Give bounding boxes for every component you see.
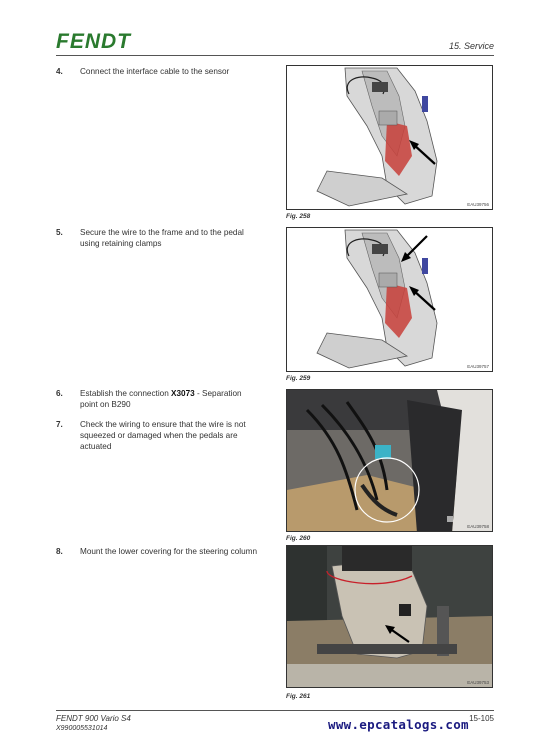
step-text-part: Establish the connection xyxy=(80,389,172,398)
step-number: 7. xyxy=(56,420,63,429)
watermark: www.epcatalogs.com xyxy=(328,717,469,732)
step-number: 8. xyxy=(56,547,63,556)
connector-id: X3073 xyxy=(171,389,195,398)
wiring-photo xyxy=(287,390,493,532)
header-divider xyxy=(56,55,494,56)
page-number: 15-105 xyxy=(469,714,494,723)
figure-258 xyxy=(286,65,493,210)
figure-259 xyxy=(286,227,493,372)
footer-divider xyxy=(56,710,494,711)
figure-caption: Fig. 261 xyxy=(286,693,311,700)
pedal-sensor-illustration xyxy=(287,66,493,210)
figure-code: EAU39758 xyxy=(467,524,489,529)
figure-caption: Fig. 258 xyxy=(286,213,311,220)
fendt-logo xyxy=(56,30,160,52)
section-title: 15. Service xyxy=(448,41,494,51)
step-number: 6. xyxy=(56,389,63,398)
step-text-part: - Separation point on B290 xyxy=(80,389,242,409)
step-text: Connect the interface cable to the sensor xyxy=(80,67,230,76)
figure-code: EAU39753 xyxy=(467,680,489,685)
step-number: 4. xyxy=(56,67,63,76)
figure-261 xyxy=(286,545,493,688)
step-text xyxy=(80,388,260,410)
pedal-clamps-illustration xyxy=(287,228,493,372)
step-number: 5. xyxy=(56,228,63,237)
step-text: Secure the wire to the frame and to the pedal using retaining clamps xyxy=(80,228,244,248)
figure-code: EAU39757 xyxy=(467,364,489,369)
figure-caption: Fig. 259 xyxy=(286,375,311,382)
steering-column-cover-photo xyxy=(287,546,493,688)
step-text: Check the wiring to ensure that the wire is not squeezed or damaged when the pedals are actuated xyxy=(80,420,246,451)
step-text: Mount the lower covering for the steering column xyxy=(80,547,258,556)
footer-doc-number: X990005531014 xyxy=(56,725,108,732)
figure-caption: Fig. 260 xyxy=(286,535,311,542)
figure-code: EAU39756 xyxy=(467,202,489,207)
figure-260 xyxy=(286,389,493,532)
footer-model: FENDT 900 Vario S4 xyxy=(56,714,131,723)
brand-text: FENDT xyxy=(56,30,131,52)
